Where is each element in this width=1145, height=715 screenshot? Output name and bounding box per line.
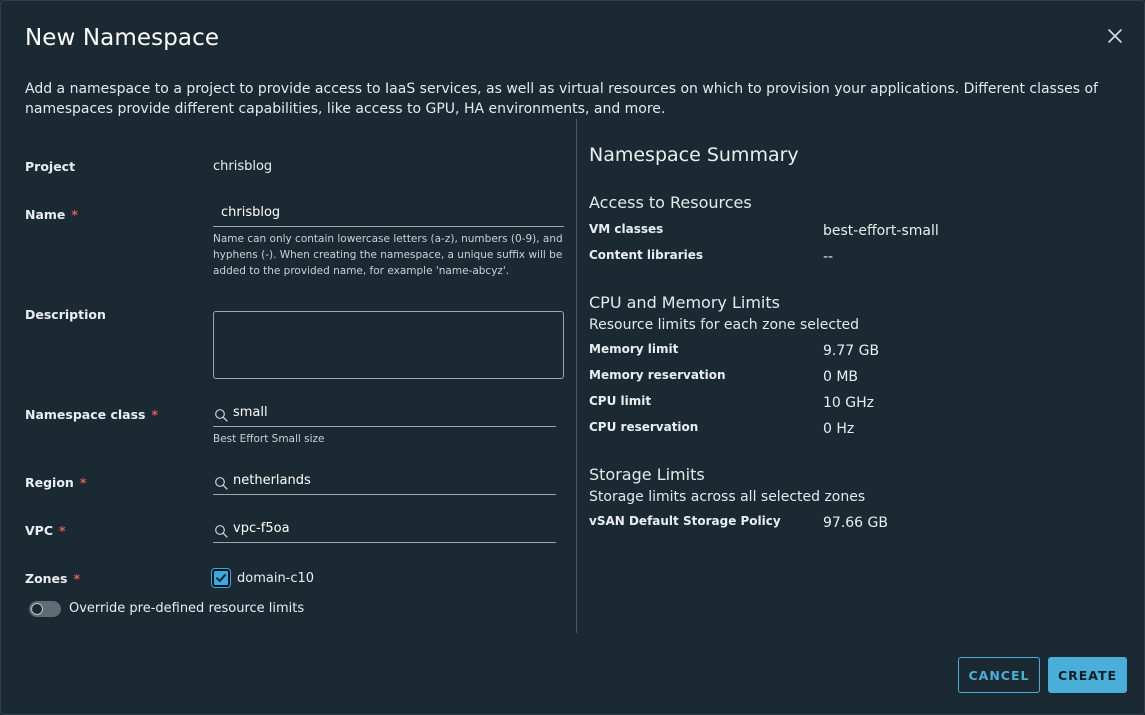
name-input[interactable]: chrisblog — [213, 203, 564, 227]
summary-value: 9.77 GB — [823, 343, 880, 359]
namespace-class-label: Namespace class * — [25, 407, 159, 422]
summary-key: VM classes — [589, 222, 664, 236]
zones-label: Zones * — [25, 571, 81, 586]
close-button[interactable] — [1105, 26, 1125, 46]
summary-value: -- — [823, 249, 834, 265]
project-value: chrisblog — [213, 159, 273, 174]
namespace-class-helper: Best Effort Small size — [213, 433, 325, 445]
description-label: Description — [25, 307, 106, 322]
search-icon — [214, 524, 228, 538]
summary-value: 97.66 GB — [823, 515, 888, 531]
required-mark: * — [79, 475, 87, 490]
required-mark: * — [71, 207, 78, 222]
dialog-title: New Namespace — [25, 25, 220, 51]
required-mark: * — [73, 571, 81, 586]
column-divider — [576, 119, 577, 633]
namespace-class-input[interactable]: small — [213, 403, 556, 427]
storage-subtitle: Storage limits across all selected zones — [589, 489, 866, 505]
search-icon — [214, 476, 228, 490]
summary-key: Memory limit — [589, 342, 679, 356]
summary-key: CPU limit — [589, 394, 652, 408]
region-label: Region * — [25, 475, 87, 490]
summary-key: Content libraries — [589, 248, 704, 262]
close-icon — [1105, 26, 1125, 46]
storage-heading: Storage Limits — [589, 465, 705, 484]
description-textarea[interactable] — [213, 311, 564, 379]
summary-value: 0 MB — [823, 369, 859, 385]
summary-key: CPU reservation — [589, 420, 699, 434]
cpu-memory-subtitle: Resource limits for each zone selected — [589, 317, 860, 333]
zone-option-label[interactable]: domain-c10 — [237, 571, 315, 586]
dialog-description: Add a namespace to a project to provide access to IaaS services, as well as virtual resources on which to provision your applications. Different classes of namespaces provide different capabilities, like access to GPU, HA environments, and more. — [25, 81, 1098, 117]
summary-value: 10 GHz — [823, 395, 874, 411]
check-icon — [215, 572, 227, 584]
vpc-label: VPC * — [25, 523, 66, 538]
required-mark: * — [151, 407, 159, 422]
override-limits-label[interactable]: Override pre-defined resource limits — [69, 601, 305, 616]
access-heading: Access to Resources — [589, 193, 752, 212]
vpc-input[interactable]: vpc-f5oa — [213, 519, 556, 543]
create-button[interactable]: CREATE — [1048, 657, 1127, 693]
zone-checkbox-domain-c10[interactable] — [212, 569, 230, 587]
toggle-knob — [31, 603, 43, 615]
summary-title: Namespace Summary — [589, 144, 799, 166]
summary-value: best-effort-small — [823, 223, 939, 239]
name-helper-text: Name can only contain lowercase letters (a-z), numbers (0-9), and hyphens (-). When creating the namespace, a unique suffix will be added to the provided name, for example 'name-abcyz'. — [213, 233, 563, 277]
region-input[interactable]: netherlands — [213, 471, 556, 495]
required-mark: * — [59, 523, 66, 538]
project-label: Project — [25, 159, 76, 174]
summary-key: Memory reservation — [589, 368, 726, 382]
cancel-button[interactable]: CANCEL — [958, 657, 1040, 693]
search-icon — [214, 408, 228, 422]
summary-value: 0 Hz — [823, 421, 855, 437]
override-limits-toggle[interactable] — [29, 601, 61, 617]
name-label: Name * — [25, 207, 78, 222]
cpu-memory-heading: CPU and Memory Limits — [589, 293, 780, 312]
summary-key: vSAN Default Storage Policy — [589, 514, 781, 528]
